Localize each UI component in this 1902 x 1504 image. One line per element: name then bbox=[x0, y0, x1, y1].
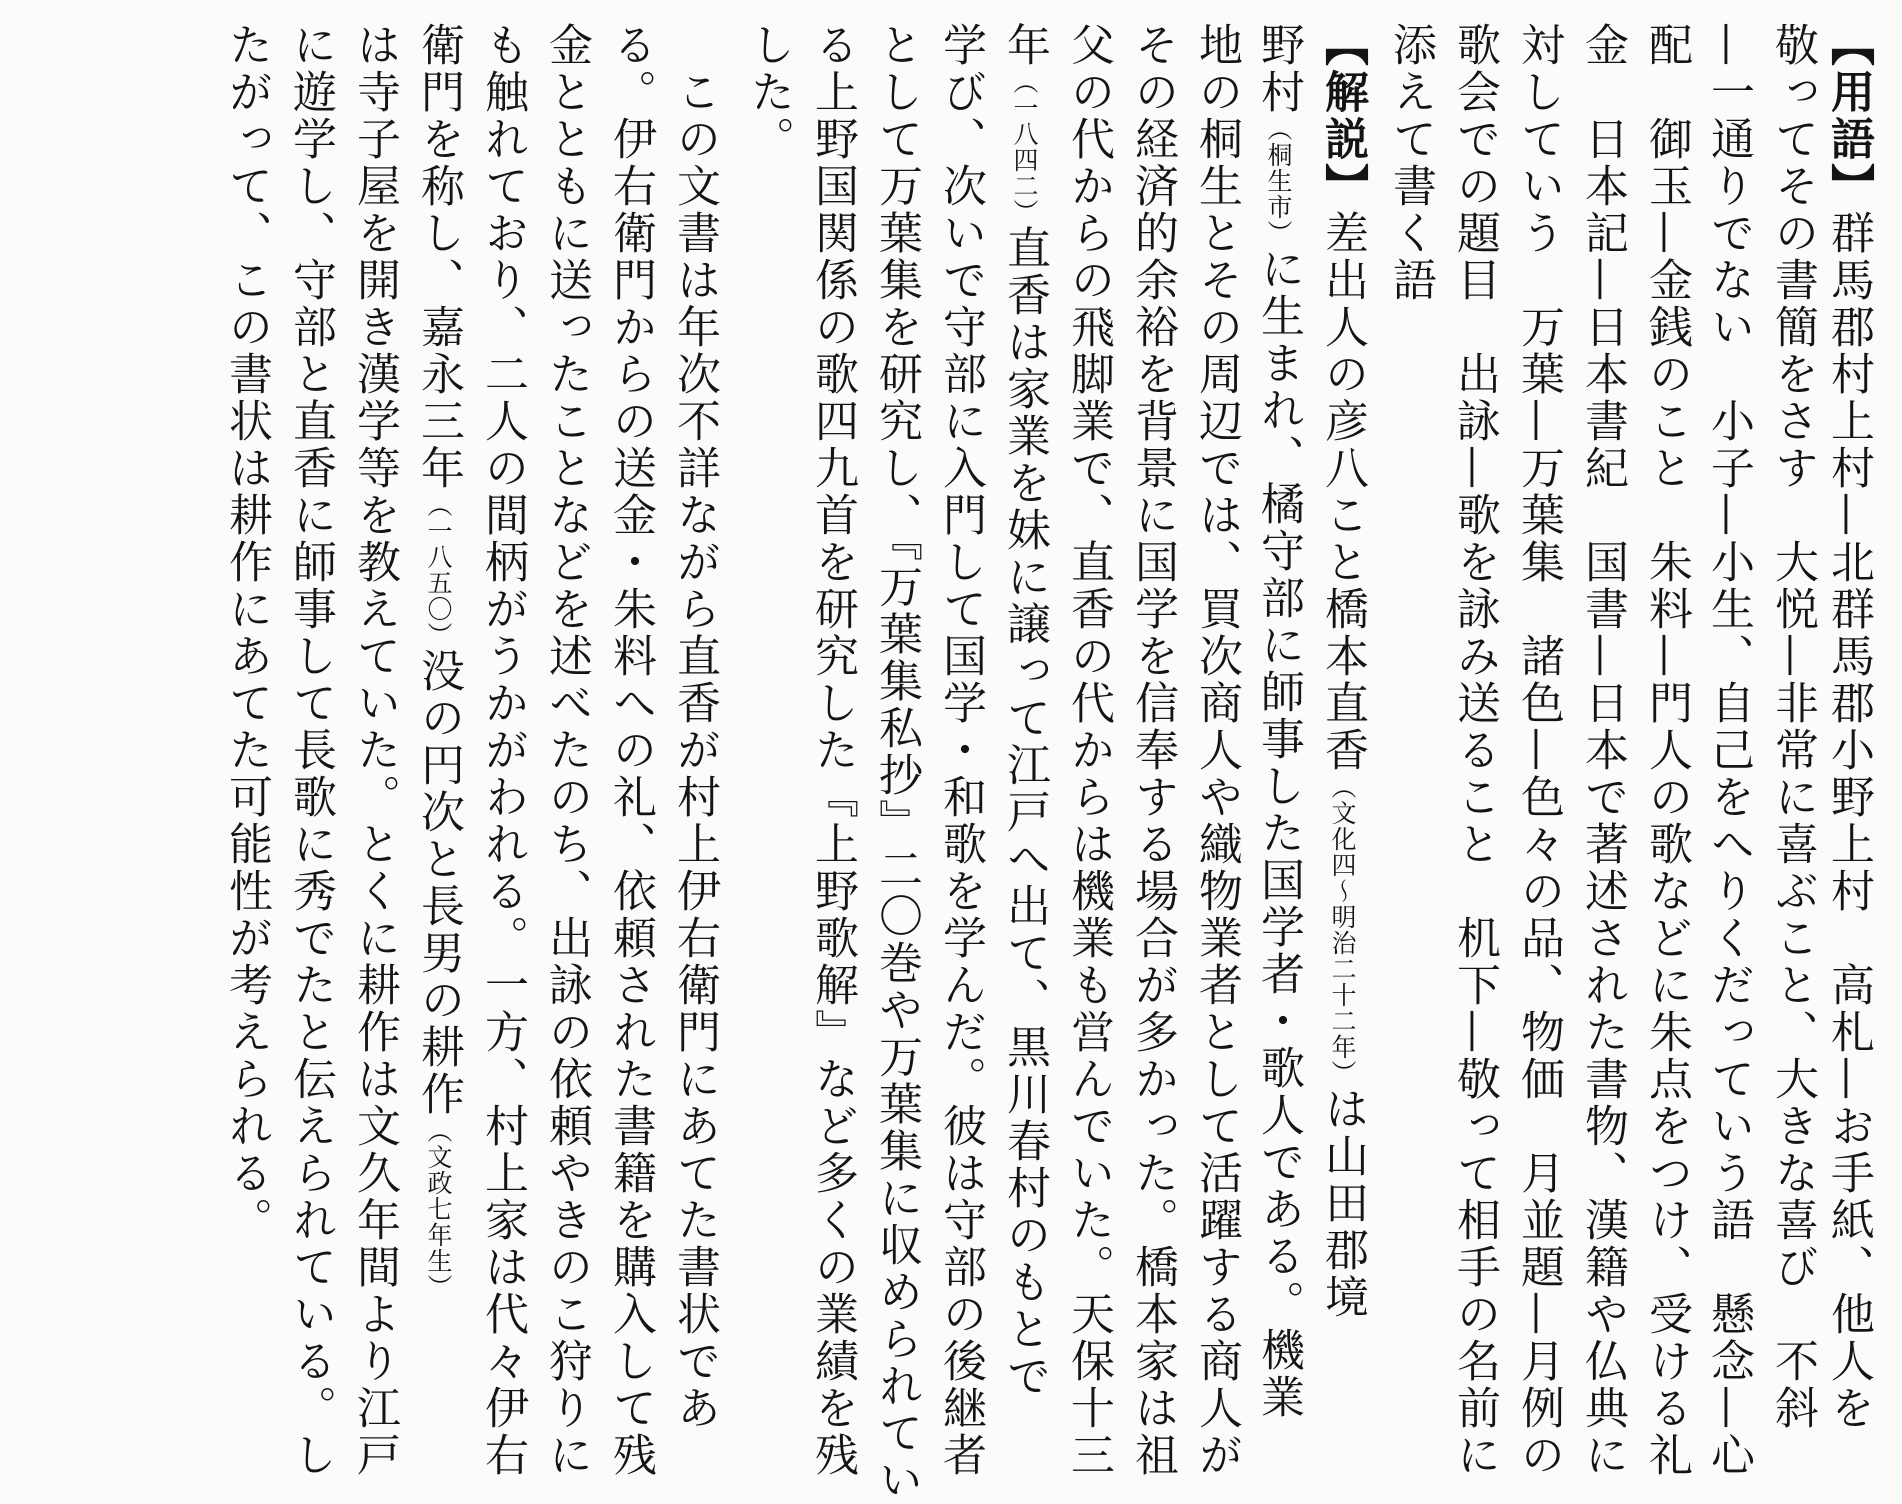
text-column-4 bbox=[1640, 22, 1692, 1479]
column-text: たがって、この書状は耕作にあてた可能性が考えられる。 bbox=[221, 22, 272, 1244]
text-column-26 bbox=[220, 22, 272, 1244]
text-column-19 bbox=[668, 22, 720, 1432]
text-column-25 bbox=[284, 22, 336, 1479]
inline-note: （一八四二） bbox=[1010, 69, 1039, 225]
column-text: —一通りでない 小子—小生、自己をへりくだっていう語 懸念—心 bbox=[1703, 22, 1754, 1479]
column-text: も触れており、二人の間柄がうかがわれる。一方、村上家は代々伊右 bbox=[477, 22, 528, 1479]
text-column-10 bbox=[1252, 22, 1304, 1421]
column-text: は山田郡境 bbox=[1317, 1086, 1368, 1321]
column-text: 金 日本記—日本書紀 国書—日本で著述された書物、漢籍や仏典に bbox=[1577, 22, 1628, 1479]
column-text: 年 bbox=[999, 22, 1050, 69]
column-text: 差出人の彦八こと橋本直香 bbox=[1317, 210, 1368, 774]
column-text: 対していう 万葉—万葉集 諸色—色々の品、物価 月並題—月例の bbox=[1513, 22, 1564, 1479]
column-text: 歌会での題目 出詠—歌を詠み送ること 机下—敬って相手の名前に bbox=[1449, 22, 1500, 1479]
column-text: に生まれ、橘守部に師事した国学者・歌人である。機業 bbox=[1253, 246, 1304, 1421]
column-text: 金とともに送ったことなどを述べたのち、出詠の依頼やきのこ狩りに bbox=[541, 22, 592, 1479]
column-text: 学び、次いで守部に入門して国学・和歌を学んだ。彼は守部の後継者 bbox=[935, 22, 986, 1479]
column-text: 添えて書く語 bbox=[1385, 22, 1436, 304]
text-column-23 bbox=[412, 22, 464, 1300]
column-text: 敬ってその書簡をさす 大悦—非常に喜ぶこと、大きな喜び 不斜 bbox=[1767, 22, 1818, 1432]
section-header-commentary: 【解説】 bbox=[1317, 22, 1368, 210]
column-text: 配 御玉—金銭のこと 朱料—門人の歌などに朱点をつけ、受ける礼 bbox=[1641, 22, 1692, 1479]
text-column-13 bbox=[1062, 22, 1114, 1479]
column-text: る。伊右衛門からの送金・朱料への礼、依頼された書籍を購入して残 bbox=[605, 22, 656, 1479]
text-column-11 bbox=[1190, 22, 1242, 1479]
text-column-5 bbox=[1576, 22, 1628, 1479]
column-text: る上野国関係の歌四九首を研究した『上野歌解』など多くの業績を残 bbox=[807, 22, 858, 1479]
text-column-12 bbox=[1126, 22, 1178, 1479]
text-column-15 bbox=[934, 22, 986, 1479]
text-column-17 bbox=[806, 22, 858, 1479]
text-column-7 bbox=[1448, 22, 1500, 1479]
column-text: 没の円次と長男の耕作 bbox=[413, 648, 464, 1118]
column-text: した。 bbox=[743, 22, 794, 163]
text-column-9 bbox=[1316, 22, 1368, 1321]
inline-note: （文政七年生） bbox=[424, 1118, 453, 1300]
text-column-3 bbox=[1702, 22, 1754, 1479]
inline-note: （一八五〇） bbox=[424, 492, 453, 648]
inline-note: （文化四〜明治二十二年） bbox=[1328, 774, 1357, 1086]
column-text: 群馬郡村上村—北群馬郡小野上村 高札—お手紙、他人を bbox=[1823, 210, 1874, 1432]
section-header-terms: 【用語】 bbox=[1823, 22, 1874, 210]
text-column-20 bbox=[604, 22, 656, 1479]
column-text: 父の代からの飛脚業で、直香の代からは機業も営んでいた。天保十三 bbox=[1063, 22, 1114, 1479]
text-column-21 bbox=[540, 22, 592, 1479]
text-column-2 bbox=[1766, 22, 1818, 1432]
column-text: その経済的余裕を背景に国学を信奉する場合が多かった。橋本家は祖 bbox=[1127, 22, 1178, 1479]
column-text: 衛門を称し、嘉永三年 bbox=[413, 22, 464, 492]
text-column-22 bbox=[476, 22, 528, 1479]
text-column-14 bbox=[998, 22, 1050, 1400]
inline-note: （桐生市） bbox=[1264, 116, 1293, 246]
column-text: として万葉集を研究し、『万葉集私抄』二〇巻や万葉集に収められてい bbox=[871, 22, 922, 1504]
text-column-24 bbox=[348, 22, 400, 1479]
text-column-18 bbox=[742, 22, 794, 163]
text-column-1 bbox=[1822, 22, 1874, 1432]
column-text: この文書は年次不詳ながら直香が村上伊右衛門にあてた書状であ bbox=[669, 22, 720, 1432]
column-text: は寺子屋を開き漢学等を教えていた。とくに耕作は文久年間より江戸 bbox=[349, 22, 400, 1479]
text-column-8 bbox=[1384, 22, 1436, 304]
text-column-16 bbox=[870, 22, 922, 1504]
column-text: 野村 bbox=[1253, 22, 1304, 116]
text-column-6 bbox=[1512, 22, 1564, 1479]
column-text: に遊学し、守部と直香に師事して長歌に秀でたと伝えられている。し bbox=[285, 22, 336, 1479]
column-text: 地の桐生とその周辺では、買次商人や織物業者として活躍する商人が bbox=[1191, 22, 1242, 1479]
column-text: 直香は家業を妹に譲って江戸へ出て、黒川春村のもとで bbox=[999, 225, 1050, 1400]
